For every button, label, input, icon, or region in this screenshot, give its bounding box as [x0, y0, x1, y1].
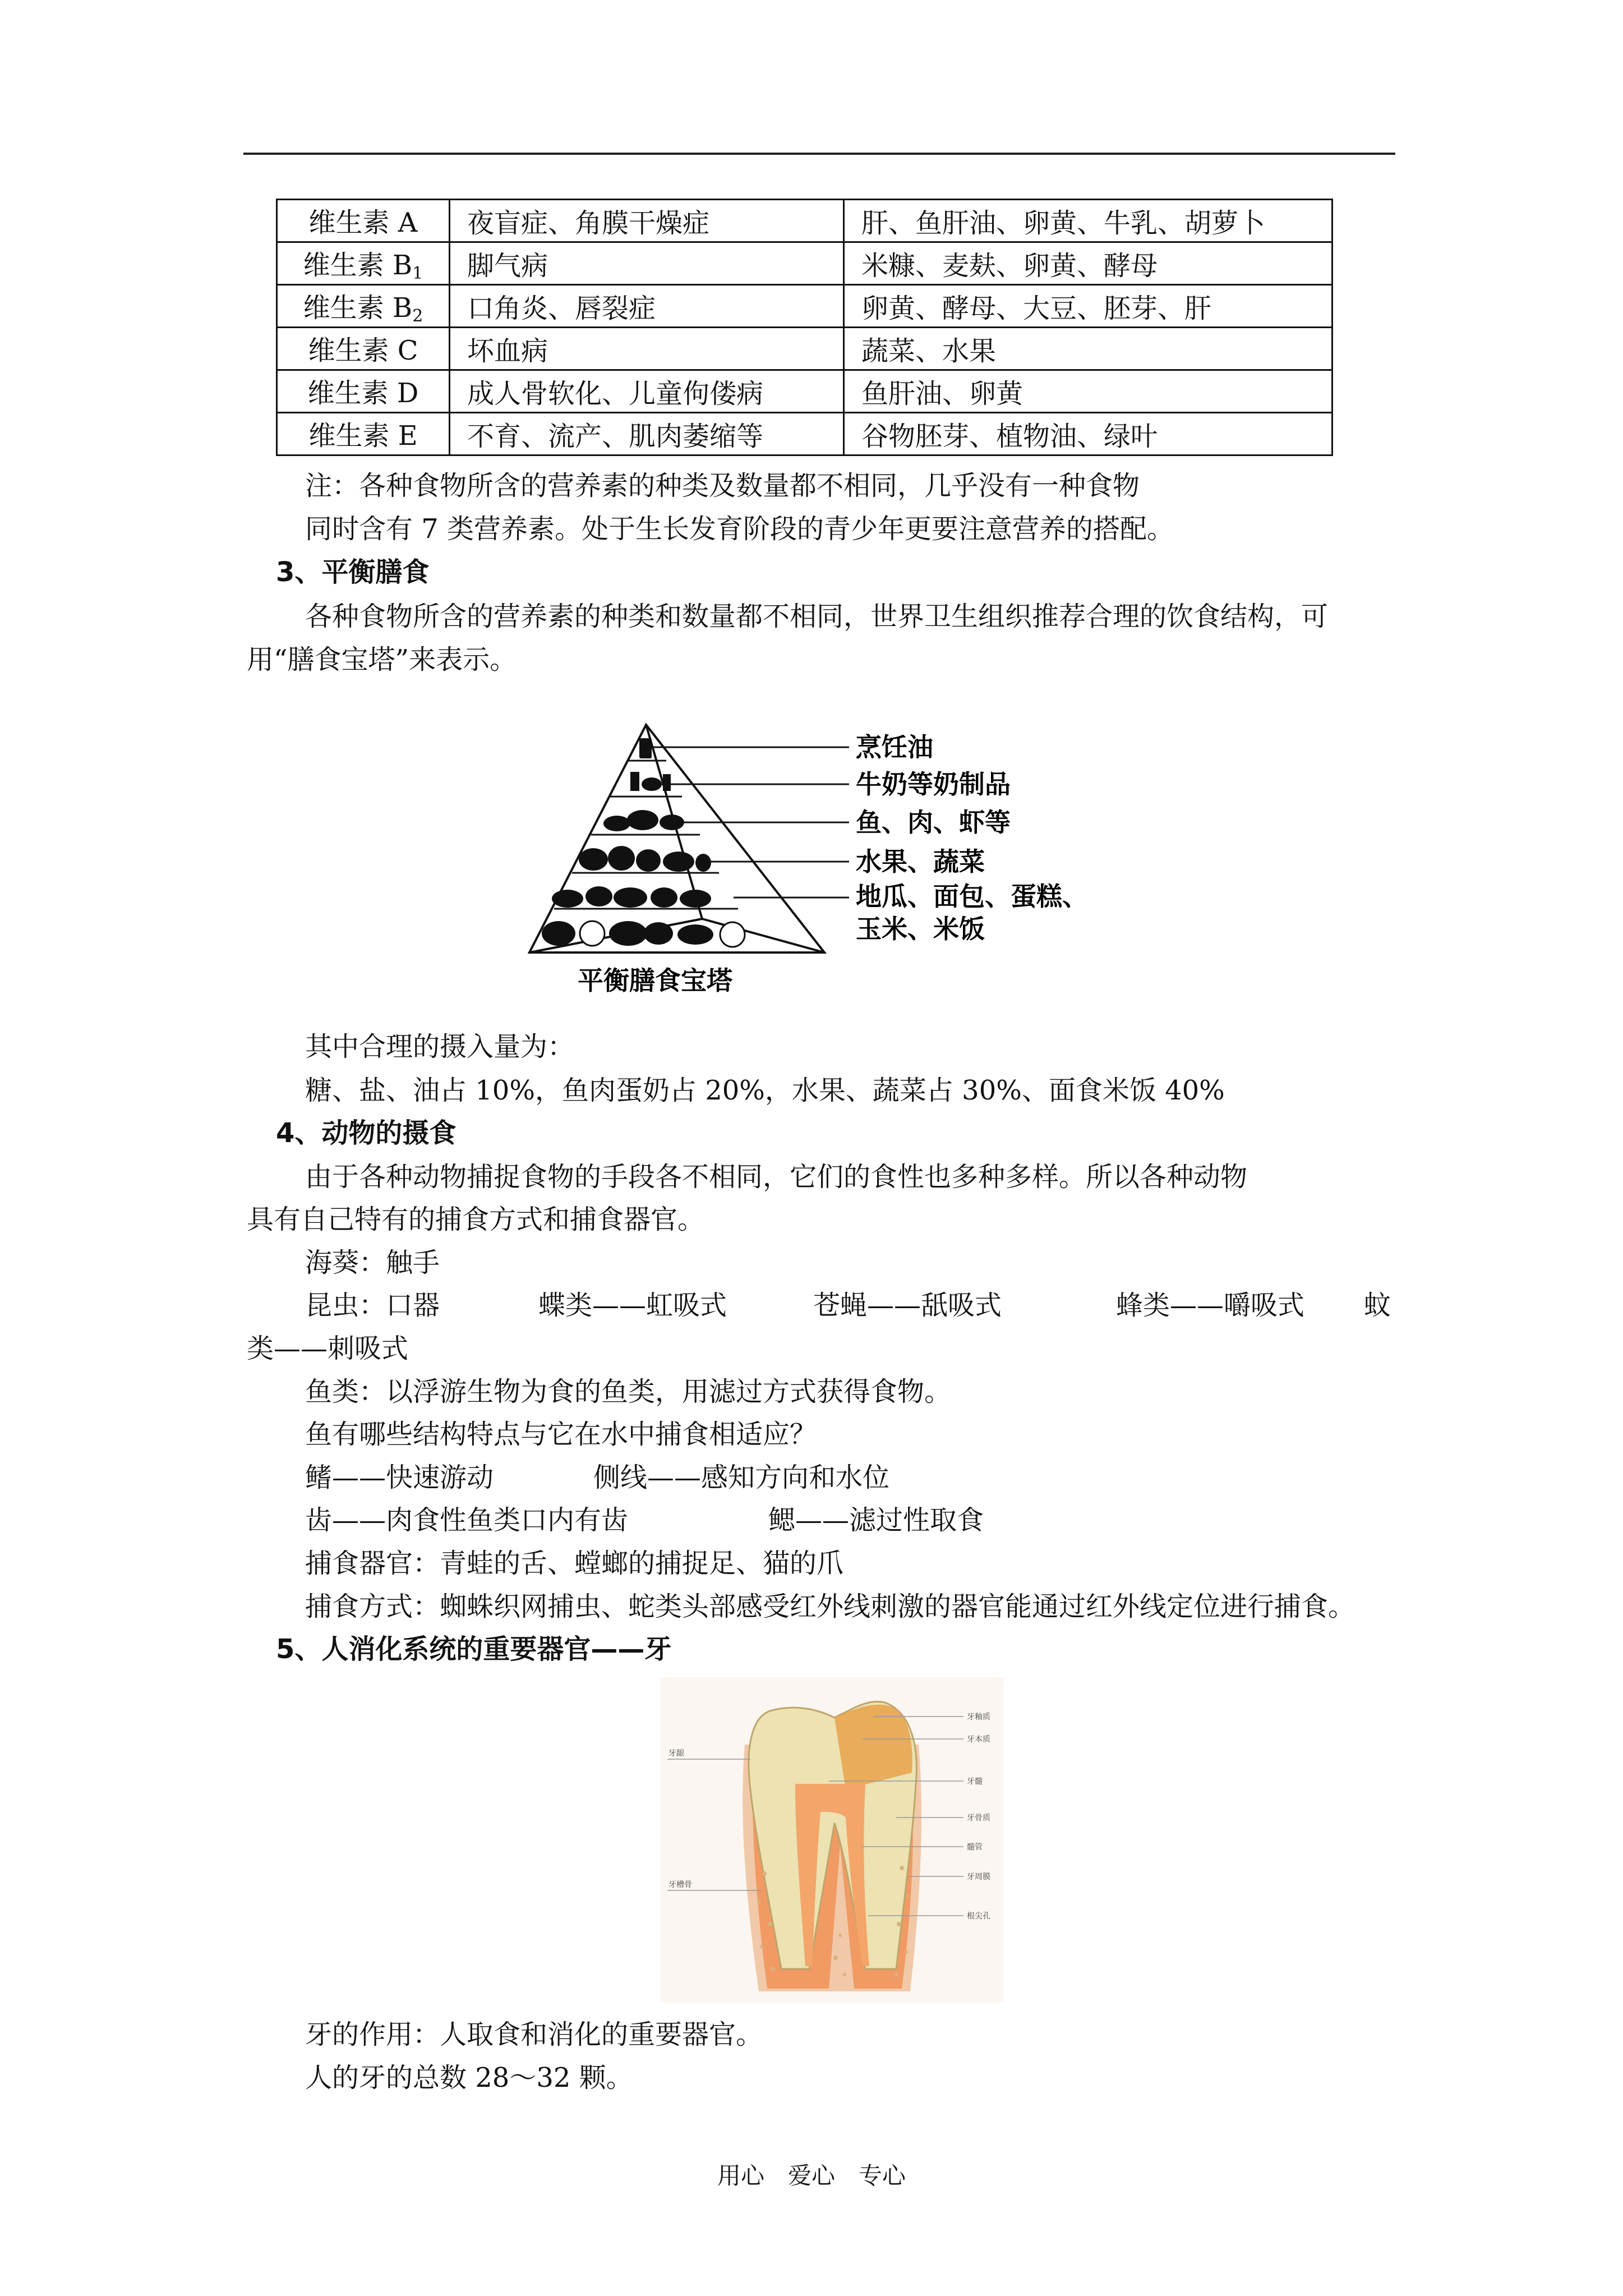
page-footer: 用心 爱心 专心: [717, 2162, 906, 2189]
tooth-label-gum: 牙龈: [668, 1749, 684, 1758]
pyramid-label-grains-1: 地瓜、面包、蛋糕、: [856, 881, 1088, 912]
vitamin-name: 维生素 B: [303, 292, 413, 324]
deficiency-disease: 夜盲症、角膜干燥症: [450, 200, 844, 242]
section-3-paragraph-line-1: 各种食物所含的营养素的种类和数量都不相同，世界卫生组织推荐合理的饮食结构，可: [305, 601, 1329, 632]
intake-line-1: 其中合理的摄入量为：: [305, 1031, 575, 1062]
food-sources: 谷物胚芽、植物油、绿叶: [844, 413, 1332, 455]
vitamin-name: 维生素 D: [307, 378, 419, 409]
food-sources: 肝、鱼肝油、卵黄、牛乳、胡萝卜: [844, 200, 1332, 242]
vitamin-name-cell: [277, 242, 450, 285]
section-4-heading: 4、动物的摄食: [276, 1117, 457, 1149]
tooth-label-periodontal-membrane: 牙周膜: [967, 1872, 990, 1881]
vitamin-row: [277, 200, 1332, 242]
sea-anemone-line: 海葵：触手: [305, 1247, 440, 1278]
tooth-diagram: [661, 1677, 1004, 2003]
pyramid-label-oil: 烹饪油: [856, 732, 933, 762]
tooth-function: 牙的作用：人取食和消化的重要器官。: [305, 2019, 763, 2050]
vitamin-row: [277, 370, 1332, 413]
vitamin-table: [276, 199, 1333, 456]
deficiency-disease: 口角炎、唇裂症: [450, 285, 844, 328]
deficiency-disease: 成人骨软化、儿童佝偻病: [450, 370, 844, 413]
vitamin-name-cell: [277, 370, 450, 413]
insect-bee: 蜂类——嚼吸式: [1116, 1290, 1305, 1321]
food-sources: 米糠、麦麸、卵黄、酵母: [844, 242, 1332, 285]
vitamin-name: 维生素 C: [308, 335, 418, 366]
tooth-count: 人的牙的总数 28～32 颗。: [305, 2062, 633, 2093]
fish-lateral-line: 侧线——感知方向和水位: [593, 1462, 890, 1493]
vitamin-row: [277, 328, 1332, 370]
insect-mosquito-end: 类——刺吸式: [247, 1333, 409, 1364]
vitamin-row: [277, 285, 1332, 328]
pyramid-label-dairy: 牛奶等奶制品: [856, 769, 1011, 799]
fish-gill: 鳃——滤过性取食: [768, 1504, 984, 1536]
insect-fly: 苍蝇——舐吸式: [813, 1290, 1002, 1321]
section-4-paragraph-line-2: 具有自己特有的捕食方式和捕食器官。: [247, 1204, 705, 1235]
food-sources: 鱼肝油、卵黄: [844, 370, 1332, 413]
pyramid-label-fruit-veg: 水果、蔬菜: [856, 846, 985, 877]
section-4-paragraph-line-1: 由于各种动物捕捉食物的手段各不相同，它们的食性也多种多样。所以各种动物: [305, 1161, 1248, 1193]
intake-line-2: 糖、盐、油占 10%，鱼肉蛋奶占 20%，水果、蔬菜占 30%、面食米饭 40%: [305, 1075, 1225, 1106]
tooth-label-enamel: 牙釉质: [967, 1713, 990, 1722]
insect-mosquito-start: 蚊: [1364, 1290, 1391, 1321]
food-sources: 卵黄、酵母、大豆、胚芽、肝: [844, 285, 1332, 328]
fish-question: 鱼有哪些结构特点与它在水中捕食相适应？: [305, 1419, 817, 1450]
vitamin-name: 维生素 A: [308, 207, 418, 238]
vitamin-name: 维生素 B: [303, 250, 413, 281]
predation-organs: 捕食器官：青蛙的舌、螳螂的捕捉足、猫的爪: [305, 1548, 844, 1579]
fish-fin: 鳍——快速游动: [305, 1462, 494, 1493]
section-5-heading: 5、人消化系统的重要器官——牙: [276, 1634, 672, 1665]
food-sources: 蔬菜、水果: [844, 328, 1332, 370]
tooth-label-alveolar-bone: 牙槽骨: [668, 1880, 692, 1889]
vitamin-name-cell: [277, 413, 450, 455]
pyramid-label-meat: 鱼、肉、虾等: [856, 807, 1011, 838]
fish-teeth: 齿——肉食性鱼类口内有齿: [305, 1504, 629, 1536]
deficiency-disease: 坏血病: [450, 328, 844, 370]
fish-line: 鱼类：以浮游生物为食的鱼类，用滤过方式获得食物。: [305, 1376, 952, 1407]
vitamin-name-cell: [277, 328, 450, 370]
vitamin-subscript: 2: [412, 306, 423, 326]
note-line-1: 注：各种食物所含的营养素的种类及数量都不相同，几乎没有一种食物: [305, 470, 1140, 501]
vitamin-name-cell: [277, 285, 450, 328]
vitamin-subscript: 1: [412, 264, 423, 283]
vitamin-row: [277, 413, 1332, 455]
tooth-label-root-canal: 髓管: [967, 1843, 983, 1852]
vitamin-row: [277, 242, 1332, 285]
tooth-label-dentin: 牙本质: [967, 1735, 990, 1744]
note-line-2: 同时含有 7 类营养素。处于生长发育阶段的青少年更要注意营养的搭配。: [305, 513, 1174, 545]
deficiency-disease: 脚气病: [450, 242, 844, 285]
insect-mouthparts: 昆虫：口器: [305, 1290, 440, 1321]
food-pyramid-figure: [522, 718, 1116, 1004]
vitamin-name: 维生素 E: [308, 420, 418, 452]
section-3-heading: 3、平衡膳食: [276, 556, 430, 588]
tooth-label-apical-foramen: 根尖孔: [967, 1912, 990, 1921]
tooth-label-cementum: 牙骨质: [967, 1814, 990, 1823]
deficiency-disease: 不育、流产、肌肉萎缩等: [450, 413, 844, 455]
header-rule: [243, 153, 1395, 155]
insect-butterfly: 蝶类——虹吸式: [538, 1290, 727, 1321]
predation-methods: 捕食方式：蜘蛛织网捕虫、蛇类头部感受红外线刺激的器官能通过红外线定位进行捕食。: [305, 1591, 1355, 1622]
vitamin-name-cell: [277, 200, 450, 242]
pyramid-label-grains-2: 玉米、米饭: [856, 914, 985, 944]
pyramid-caption: 平衡膳食宝塔: [578, 965, 732, 996]
section-3-paragraph-line-2: 用“膳食宝塔”来表示。: [247, 644, 517, 675]
tooth-label-pulp: 牙髓: [967, 1777, 983, 1786]
